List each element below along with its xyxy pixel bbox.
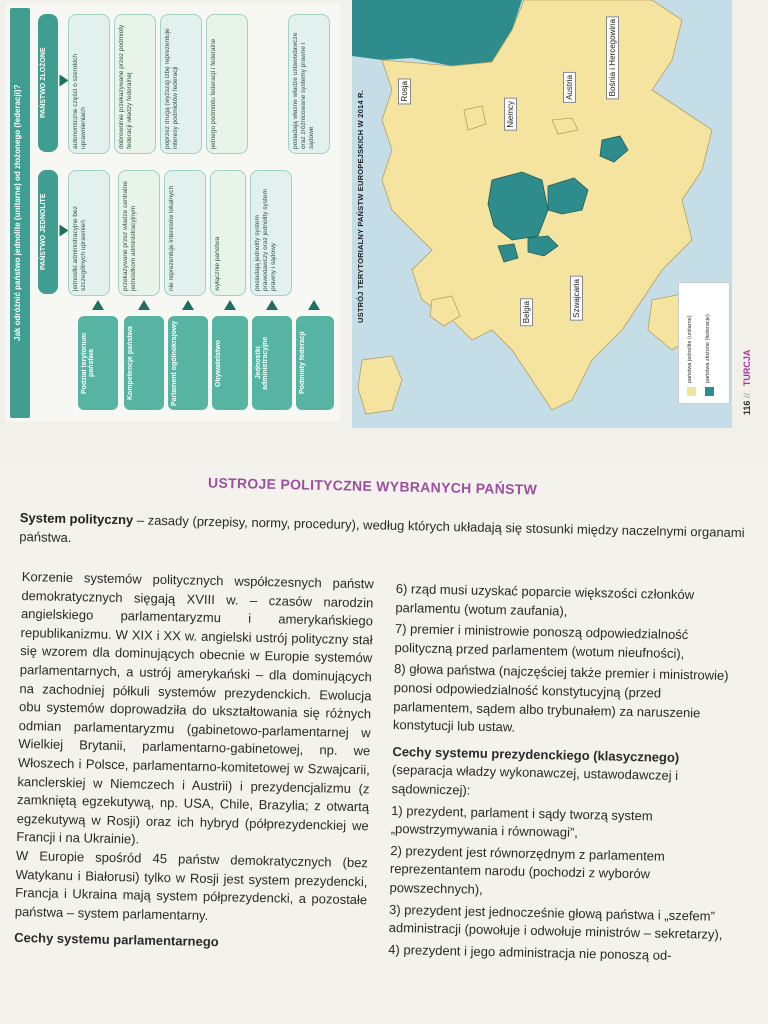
question-bar	[10, 8, 30, 418]
federal-cell: jednego podmiotu federacji i federalne	[206, 14, 248, 154]
feature-tag: Obywatelstwo	[212, 316, 248, 410]
definition-text: – zasady (przepisy, normy, procedury), według których układają się stosunki między naczelnymi organami państwa.	[19, 512, 745, 546]
legend-swatch-federal	[705, 387, 714, 396]
list-item: 3) prezydent jest jednocześnie głową państwa i „szefem” administracji (powołuje i odwołuje ministrów – sekretarzy),	[388, 901, 723, 943]
map-label-bosnia: Bośnia i Hercegowina	[606, 16, 619, 99]
island	[358, 356, 402, 414]
feature-tag: Podmioty federacji	[296, 316, 334, 410]
federal-cell: posiadają własne władze ustawodawcze oraz zróżnicowane systemy prawne i sądowe	[288, 14, 330, 154]
arrow-up-icon	[266, 300, 278, 310]
feature-tag: Kompetencje państwa	[124, 316, 164, 410]
diagram-question: Jak odróżnić państwo jednolite (unitarne) od złożonego (federacji)?	[13, 84, 22, 342]
list-item: 4) prezydent i jego administracja nie ponoszą od-	[388, 941, 672, 963]
feature-tag: Podział terytorium państwa	[78, 316, 118, 410]
page-number: 116	[742, 400, 752, 416]
legend-label-federal: państwa złożone (federacje)	[705, 314, 711, 383]
running-head: TURCJA	[742, 350, 752, 387]
arrow-up-icon	[138, 300, 150, 310]
federal-cell: autonomiczne części o szerokich uprawnieniach	[68, 14, 110, 154]
list-item: 2) prezydent jest równorzędnym z parlamentem reprezentantem narodu (pochodzi z wyborów powszechnych),	[389, 842, 666, 897]
map-label-switzerland: Szwajcaria	[570, 276, 583, 321]
unitary-cell: wyłącznie państwa	[210, 170, 246, 296]
paragraph: W Europie spośród 45 państw demokratycznych (bez Watykanu i Białorusi) tylko w Rosji jest system prezydencki, Francja i Ukraina mają system półprezydencki, a pozostałe państwa – system parlamentarny.	[14, 847, 369, 923]
map-title: USTRÓJ TERYTORIALNY PAŃSTW EUROPEJSKICH W 2014 R.	[356, 90, 365, 324]
unitary-cell: jednostki administracyjne bez szczególnych uprawnień	[68, 170, 110, 296]
list-item: 6) rząd musi uzyskać poparcie większości członków parlamentu (wotum zaufania),	[395, 580, 695, 619]
presidential-intro: (separacja władzy wykonawczej, ustawodawczej i sądowniczej):	[391, 762, 679, 798]
map-label-austria: Austria	[563, 72, 576, 103]
presidential-heading: Cechy systemu prezydenckiego (klasycznego)	[392, 743, 680, 765]
feature-tag: Parlament ogólnokrajowy	[168, 316, 208, 410]
federal-state-badge	[38, 14, 58, 152]
europe-map	[352, 0, 732, 428]
arrow-up-icon	[92, 300, 104, 310]
left-column	[14, 568, 374, 955]
unitary-cell: przekazywane przez władze centralne jednostkom administracyjnym	[118, 170, 160, 296]
map-legend	[678, 282, 730, 404]
arrow-up-icon	[182, 300, 194, 310]
map-label-russia: Rosja	[398, 78, 411, 104]
diagram-panel	[6, 4, 340, 422]
federal-cell: poprzez drugą (wyższą) izbę reprezentuje interesy podmiotów federacji	[160, 14, 202, 154]
unitary-cell: posiadają jednolity system prawodawczy oraz jednolity system prawny i sądowy	[250, 170, 292, 296]
feature-tag: Jednostki administracyjne	[252, 316, 292, 410]
list-item: 8) głowa państwa (najczęściej także premier i ministrowie) ponosi odpowiedzialność konstytucyjną (przed parlamentem, sądem albo trybunałem) za naruszenie konstytucji lub ustaw.	[392, 661, 729, 735]
unitary-state-label: PAŃSTWO JEDNOLITE	[40, 193, 47, 271]
map-graphic	[352, 0, 732, 428]
cut-heading: Cechy systemu parlamentarnego	[14, 930, 219, 950]
definition-term: System polityczny	[19, 509, 134, 528]
section-heading: USTROJE POLITYCZNE WYBRANYCH PAŃSTW	[207, 474, 538, 498]
list-item: 7) premier i ministrowie ponoszą odpowiedzialność polityczną przed parlamentem (wotum nieufności),	[394, 621, 689, 661]
map-label-germany: Niemcy	[504, 98, 517, 131]
unitary-state-badge	[38, 170, 58, 294]
unitary-cell: nie reprezentuje interesów lokalnych	[164, 170, 206, 296]
federal-state-label: PAŃSTWO ZŁOŻONE	[40, 47, 47, 119]
federal-cell: dobrowolnie przekazywane przez podmioty federacji władzy federalnej	[114, 14, 156, 154]
arrow-up-icon	[308, 300, 320, 310]
legend-swatch-unitary	[687, 387, 696, 396]
page-number-block: 116 // TURCJA	[742, 350, 752, 416]
list-item: 1) prezydent, parlament i sądy tworzą system „powstrzymywania i równowagi”,	[390, 802, 653, 840]
paragraph: Korzenie systemów politycznych współczesnych państw demokratycznych sięgają XVIII w. – czasów narodzin angielskiego parlamentaryzmu i amerykańskiego republikanizmu. W XIX i XX w. angielski ustrój polityczny stał się wzorem dla dominujących obecnie w Europie systemów parlamentarnych, a ustrój amerykański – dla dominujących na zachodniej półkuli systemów prezydenckich. Ewolucja obu systemów doprowadziła do ukształtowania się różnych odmian parlamentaryzmu (gabinetowo-parlamentarnej w Wielkiej Brytanii, parlamentarno-gabinetowej, np. we Włoszech i Polsce, parlamentarno-komitetowej w Szwajcarii, kanclerskiej w Niemczech i Austrii) i prezydencjalizmu (z zamkniętą egzekutywą, np. USA, Chile, Brazylia; z otwartą egzekutywą w Rosji) oraz ich hybryd (półprezydenckiej we Francji i na Ukrainie).	[16, 568, 374, 847]
arrow-up-icon	[224, 300, 236, 310]
right-column	[388, 580, 746, 970]
legend-label-unitary: państwa jednolite (unitarne)	[687, 315, 693, 383]
map-label-belgium: Belgia	[520, 298, 533, 326]
